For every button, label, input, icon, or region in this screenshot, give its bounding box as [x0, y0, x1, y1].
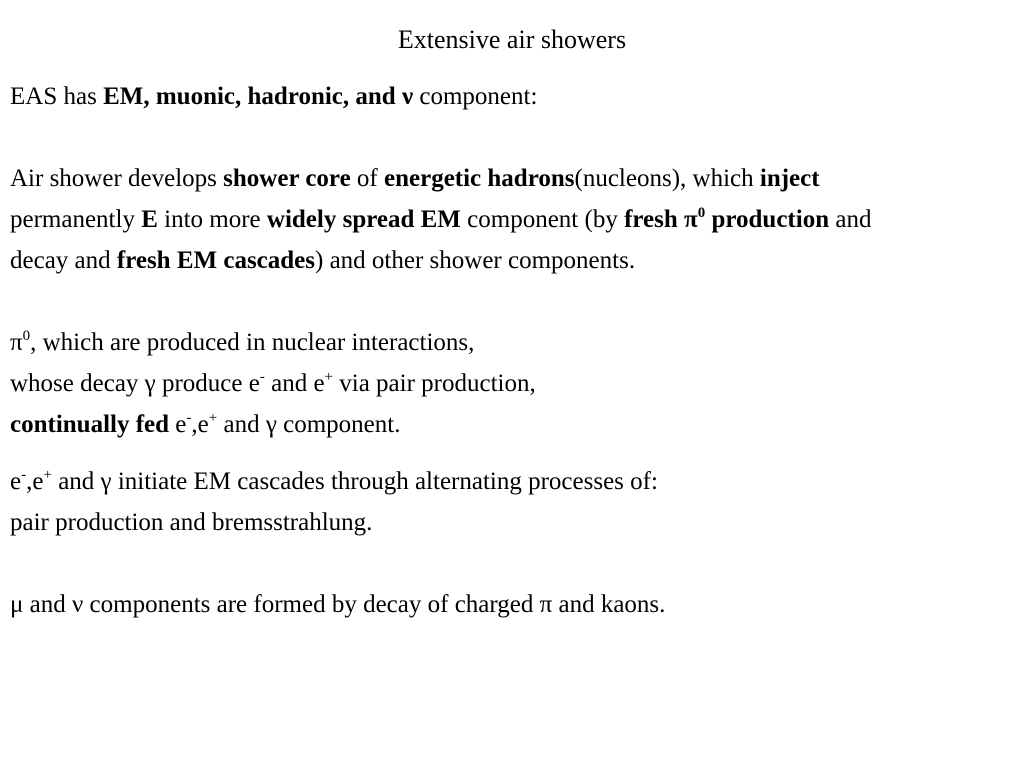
bold-text: inject: [759, 165, 820, 192]
superscript: 0: [697, 205, 706, 221]
superscript: -: [21, 467, 27, 483]
bold-text: production: [705, 206, 830, 233]
text: Air shower develops: [10, 165, 224, 192]
text: and γ component.: [217, 411, 401, 438]
spacer: [10, 445, 1010, 461]
bold-text: widely spread EM: [266, 206, 461, 233]
bold-text: continually fed: [10, 411, 170, 438]
paragraph-cascade-line-2: [10, 502, 1010, 543]
bold-text: shower core: [223, 165, 351, 192]
text: component (by: [460, 206, 625, 233]
superscript: -: [259, 369, 265, 385]
superscript: 0: [22, 328, 31, 344]
text: and: [829, 206, 872, 233]
text: via pair production,: [333, 370, 536, 397]
bold-text: E: [141, 206, 158, 233]
paragraph-muon-neutrino: [10, 584, 1010, 625]
paragraph-pion-line-2: [10, 363, 1010, 404]
paragraph-shower-core-line-2: [10, 199, 1010, 240]
text: ) and other shower components.: [315, 247, 636, 274]
superscript: +: [208, 410, 218, 426]
slide-body: [10, 76, 1010, 625]
text: ,e: [191, 411, 209, 438]
bold-text: energetic hadrons: [384, 165, 575, 192]
text: , which are produced in nuclear interactions,: [30, 329, 475, 356]
paragraph-shower-core-line-1: [10, 158, 1010, 199]
text: EAS has: [10, 83, 104, 110]
text: and γ initiate EM cascades through alternating processes of:: [51, 468, 658, 495]
text: whose decay γ produce e: [10, 370, 260, 397]
text: of: [350, 165, 384, 192]
text: π: [10, 329, 23, 356]
text: and e: [264, 370, 325, 397]
slide-title: Extensive air showers: [397, 25, 627, 54]
bold-text: fresh π: [624, 206, 698, 233]
spacer: [10, 543, 1010, 584]
text: pair production and bremsstrahlung.: [10, 509, 373, 536]
text: into more: [157, 206, 267, 233]
text: μ and ν components are formed by decay of charged π and kaons.: [10, 591, 666, 618]
superscript: -: [186, 410, 192, 426]
paragraph-shower-core-line-3: [10, 240, 1010, 281]
paragraph-pion-line-3: [10, 404, 1010, 445]
text: e: [10, 468, 22, 495]
text: e: [169, 411, 187, 438]
text: permanently: [10, 206, 142, 233]
bold-text: [624, 206, 829, 233]
text: component:: [413, 83, 538, 110]
superscript: +: [43, 467, 52, 483]
spacer: [10, 117, 1010, 158]
text: ,e: [26, 468, 44, 495]
paragraph-pion-line-1: [10, 322, 1010, 363]
paragraph-cascade-line-1: [10, 461, 1010, 502]
paragraph-components: [10, 76, 1010, 117]
superscript: +: [324, 369, 334, 385]
bold-text: EM, muonic, hadronic, and ν: [103, 83, 414, 110]
text: decay and: [10, 247, 117, 274]
bold-text: fresh EM cascades: [116, 247, 316, 274]
spacer: [10, 281, 1010, 322]
text: (nucleons), which: [574, 165, 760, 192]
